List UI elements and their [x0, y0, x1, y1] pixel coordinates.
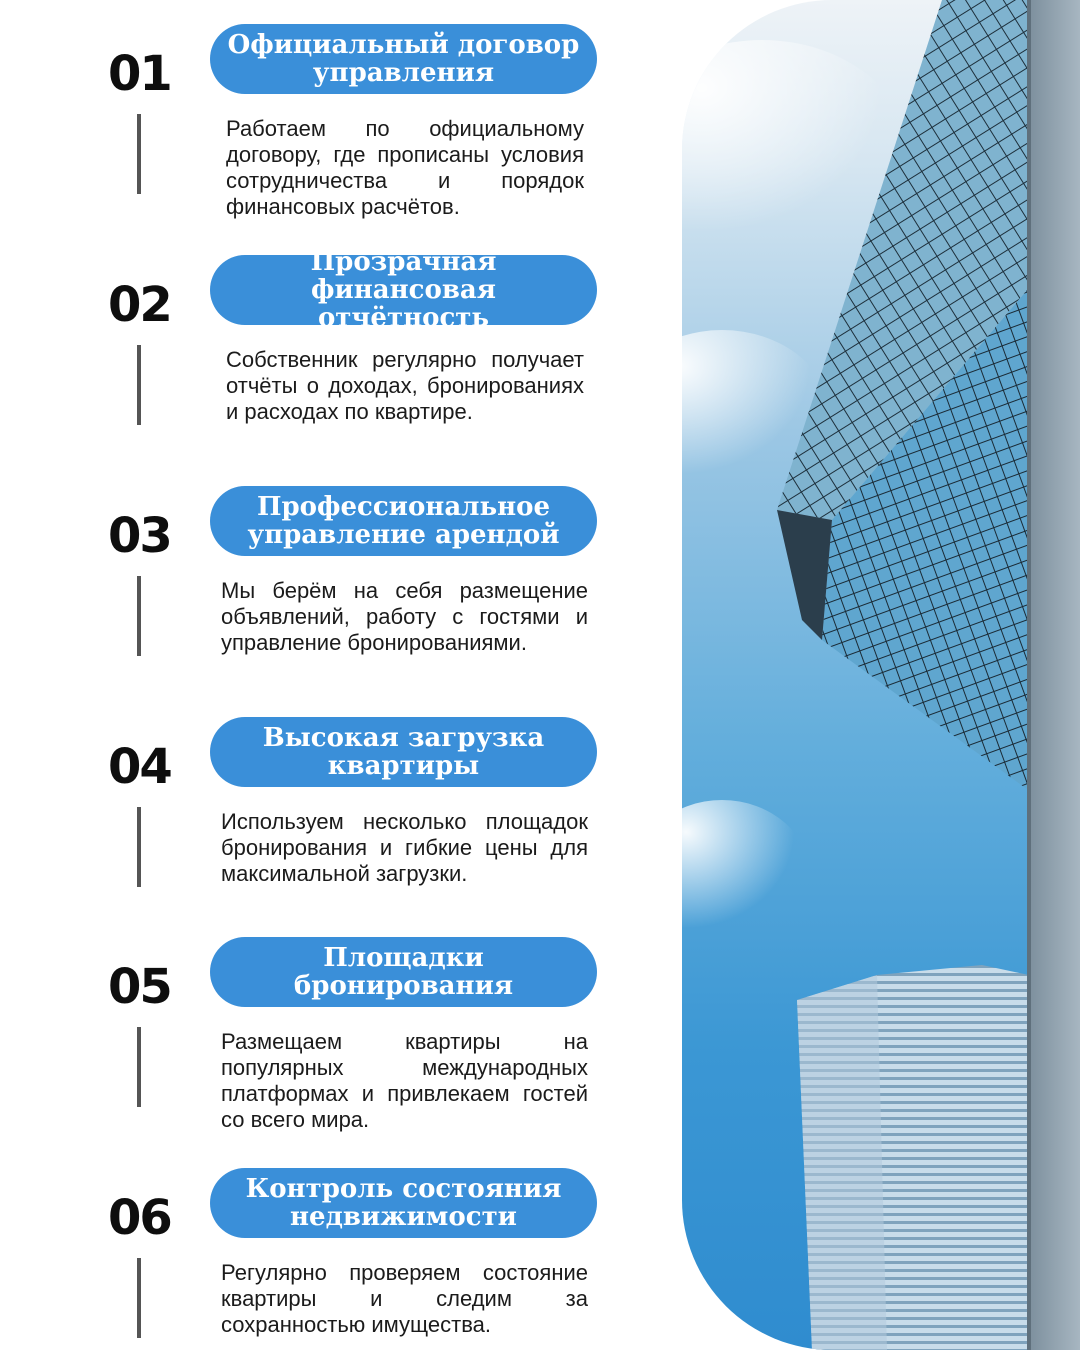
step-1-number: 01 — [108, 46, 171, 102]
step-4-description: Используем несколько площадок бронирования и гибкие цены для максимальной загрузки. — [221, 809, 588, 886]
step-4-title-pill — [210, 717, 597, 787]
step-2-title: Прозрачная финансовая отчётность — [310, 247, 497, 333]
step-5-description: Размещаем квартиры на популярных международных платформах и привлекаем гостей со всего мира. — [221, 1029, 588, 1132]
step-6-description: Регулярно проверяем состояние квартиры и следим за сохранностью имущества. — [221, 1260, 588, 1337]
step-3-divider — [137, 576, 141, 656]
step-6-divider — [137, 1258, 141, 1338]
step-3-description: Мы берём на себя размещение объявлений, работу с гостями и управление бронированиями. — [221, 578, 588, 655]
step-1-description: Работаем по официальному договору, где прописаны условия сотрудничества и порядок финансовых расчётов. — [226, 116, 584, 219]
step-4 — [0, 717, 640, 947]
step-1-title: Официальный договор управления — [227, 30, 580, 88]
step-4-divider — [137, 807, 141, 887]
step-1-divider — [137, 114, 141, 194]
step-2-title-pill — [210, 247, 597, 333]
step-4-number: 04 — [108, 739, 171, 795]
step-2-description: Собственник регулярно получает отчёты о доходах, бронированиях и расходах по квартире. — [226, 347, 584, 424]
step-3 — [0, 486, 640, 716]
step-3-title-pill — [210, 486, 597, 556]
step-2-divider — [137, 345, 141, 425]
step-6 — [0, 1168, 640, 1350]
step-3-title: Профессиональное управление арендой — [247, 492, 560, 550]
skyscrapers-illustration — [682, 0, 1080, 1350]
step-2 — [0, 247, 640, 485]
step-1-title-pill — [210, 24, 597, 94]
step-6-title-pill — [210, 1168, 597, 1238]
step-5-number: 05 — [108, 959, 171, 1015]
step-6-number: 06 — [108, 1190, 171, 1246]
step-1 — [0, 24, 640, 254]
skyscrapers-photo — [682, 0, 1080, 1350]
step-4-title: Высокая загрузка квартиры — [262, 723, 545, 781]
step-5-title: Площадки бронирования — [293, 943, 514, 1001]
step-3-number: 03 — [108, 508, 171, 564]
step-5 — [0, 937, 640, 1167]
step-2-number: 02 — [108, 277, 171, 333]
step-5-title-pill — [210, 937, 597, 1007]
step-5-divider — [137, 1027, 141, 1107]
step-6-title: Контроль состояния недвижимости — [245, 1174, 562, 1232]
